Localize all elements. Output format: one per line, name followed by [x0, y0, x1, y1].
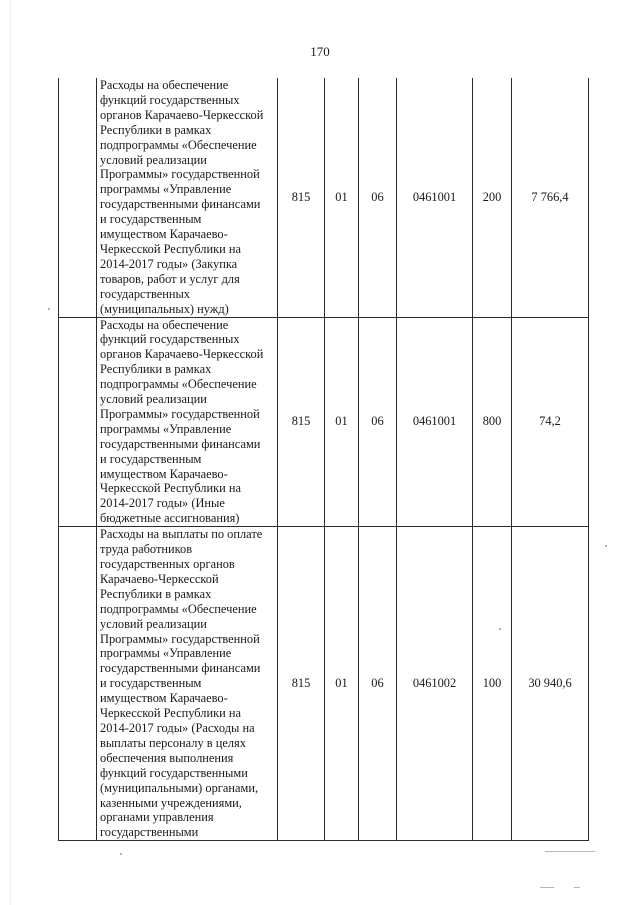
target-article-code: 0461002: [397, 527, 473, 841]
description-line: Расходы на выплаты по оплате: [100, 527, 263, 542]
section-code: 01: [325, 317, 359, 527]
description-line: (муниципальными) органами,: [100, 780, 259, 795]
description-line: органов Карачаево-Черкесской: [100, 107, 264, 122]
description-line: Республики в рамках: [100, 586, 212, 601]
description-line: казенными учреждениями,: [100, 795, 242, 810]
description-line: обеспечения выполнения: [100, 750, 234, 765]
scan-artifact: [540, 887, 554, 888]
description-line: Черкесской Республики на: [100, 481, 241, 496]
subsection-code: 06: [359, 78, 397, 317]
description-line: государственными финансами: [100, 436, 261, 451]
budget-table: [58, 78, 589, 841]
description-line: Черкесской Республики на: [100, 706, 241, 721]
subsection-code: 06: [359, 317, 397, 527]
ministry-code: 815: [278, 527, 325, 841]
scan-artifact: [605, 545, 607, 547]
description-line: Программы» государственной: [100, 631, 260, 646]
scan-artifact: [120, 853, 122, 855]
subsection-code: 06: [359, 527, 397, 841]
description-line: Расходы на обеспечение: [100, 317, 229, 332]
description-line: и государственным: [100, 451, 202, 466]
description-line: имуществом Карачаево-: [100, 227, 228, 242]
table-row: [59, 527, 589, 841]
description-line: выплаты персоналу в целях: [100, 735, 246, 750]
description-line: государственных органов: [100, 557, 235, 571]
description-line: условий реализации: [100, 152, 207, 167]
description-line: Расходы на обеспечение: [100, 78, 229, 92]
description-line: программы «Управление: [100, 421, 232, 436]
description-line: органов Карачаево-Черкесской: [100, 347, 264, 362]
scan-artifact: [10, 0, 11, 905]
description-line: подпрограммы «Обеспечение: [100, 601, 257, 616]
description-line: Программы» государственной: [100, 406, 260, 421]
scan-artifact: [545, 851, 595, 852]
page-number: 170: [310, 44, 330, 59]
scan-artifact: [48, 308, 50, 310]
description-line: имуществом Карачаево-: [100, 691, 228, 706]
description-line: государственными: [100, 825, 199, 840]
row-index: [59, 317, 97, 527]
description-line: подпрограммы «Обеспечение: [100, 137, 257, 152]
description-line: бюджетные ассигнования): [100, 511, 240, 526]
description-line: государственными финансами: [100, 661, 261, 676]
expense-type-code: 100: [473, 527, 512, 841]
description-line: Республики в рамках: [100, 122, 212, 137]
description-line: имуществом Карачаево-: [100, 466, 228, 481]
description-line: и государственным: [100, 212, 202, 227]
description-line: Карачаево-Черкесской: [100, 571, 219, 586]
scan-artifact: [499, 628, 501, 630]
target-article-code: 0461001: [397, 78, 473, 317]
description-line: государственными финансами: [100, 197, 261, 212]
amount-value: 74,2: [512, 317, 589, 527]
description-line: органами управления: [100, 810, 214, 825]
description-line: функций государственных: [100, 92, 240, 107]
description-line: и государственным: [100, 676, 202, 691]
description-line: государственных: [100, 286, 191, 301]
description-line: 2014-2017 годы» (Расходы на: [100, 720, 255, 735]
section-code: 01: [325, 527, 359, 841]
description-line: товаров, работ и услуг для: [100, 271, 240, 286]
description-line: Черкесской Республики на: [100, 241, 241, 256]
table-row: [59, 78, 589, 317]
expense-type-code: 800: [473, 317, 512, 527]
scan-artifact: [574, 887, 580, 888]
budget-table-body: [59, 78, 589, 841]
row-description: [97, 317, 278, 527]
description-line: подпрограммы «Обеспечение: [100, 377, 257, 392]
description-line: функций государственными: [100, 765, 248, 780]
description-line: программы «Управление: [100, 182, 232, 197]
section-code: 01: [325, 78, 359, 317]
table-row: [59, 317, 589, 527]
description-line: 2014-2017 годы» (Закупка: [100, 256, 238, 271]
description-line: условий реализации: [100, 392, 207, 407]
expense-type-code: 200: [473, 78, 512, 317]
target-article-code: 0461001: [397, 317, 473, 527]
description-line: (муниципальных) нужд): [100, 301, 229, 316]
description-line: условий реализации: [100, 616, 207, 631]
row-description: [97, 78, 278, 317]
amount-value: 30 940,6: [512, 527, 589, 841]
description-line: функций государственных: [100, 332, 240, 347]
row-description: [97, 527, 278, 841]
ministry-code: 815: [278, 317, 325, 527]
description-line: труда работников: [100, 542, 193, 557]
description-line: 2014-2017 годы» (Иные: [100, 496, 225, 511]
description-line: программы «Управление: [100, 646, 232, 661]
description-line: Республики в рамках: [100, 362, 212, 377]
row-index: [59, 78, 97, 317]
row-index: [59, 527, 97, 841]
amount-value: 7 766,4: [512, 78, 589, 317]
description-line: Программы» государственной: [100, 167, 260, 182]
ministry-code: 815: [278, 78, 325, 317]
